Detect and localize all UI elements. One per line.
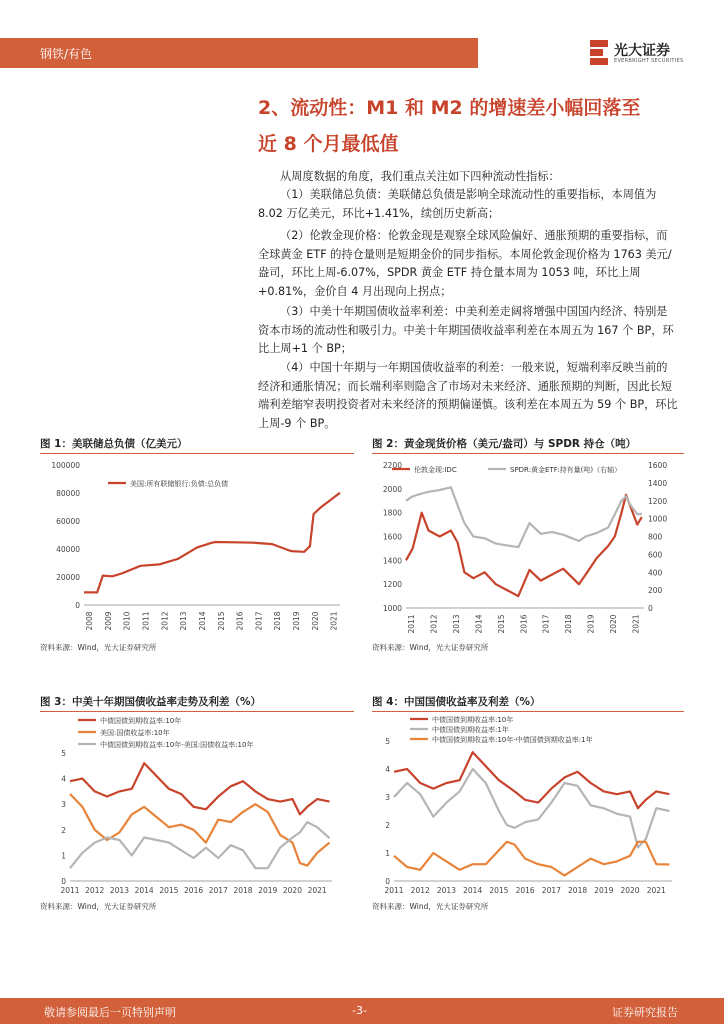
legend-label: SPDR:黄金ETF:持有量(吨)（右轴） (510, 466, 622, 474)
fig4-source: 资料来源：Wind，光大证券研究所 (372, 902, 489, 911)
x-tick-label: 2014 (463, 886, 483, 895)
y-tick-label: 3 (61, 800, 66, 810)
y-tick-label: 1600 (382, 532, 402, 542)
fig2-rule (372, 453, 684, 454)
x-tick-label: 2011 (407, 614, 416, 634)
x-tick-label: 2017 (208, 886, 228, 895)
x-tick-label: 2011 (141, 611, 151, 631)
x-tick-label: 2015 (496, 614, 506, 634)
x-tick-label: 2013 (451, 614, 461, 634)
fig1-caption: 图 1：美联储总负债（亿美元） (40, 438, 188, 450)
fig3-chart (40, 713, 354, 899)
footer-report-type: 证券研究报告 (612, 1006, 678, 1019)
section-title-line1: 2、流动性：M1 和 M2 的增速差小幅回落至 (258, 97, 641, 119)
fig2-chart (372, 455, 684, 640)
y-tick-label: 5 (61, 749, 66, 758)
y2-tick-label: 1400 (648, 478, 668, 488)
x-tick-label: 2021 (631, 614, 641, 634)
x-tick-label: 2018 (273, 611, 283, 631)
y-tick-label: 1 (61, 851, 66, 861)
y-tick-label: 80000 (56, 489, 80, 498)
x-tick-label: 2016 (515, 886, 535, 895)
fig1-source: 资料来源：Wind，光大证券研究所 (40, 643, 157, 652)
y-tick-label: 1 (385, 849, 390, 858)
y-tick-label: 3 (385, 793, 390, 802)
y2-tick-label: 0 (648, 604, 653, 613)
x-tick-label: 2012 (160, 611, 170, 631)
x-tick-label: 2021 (646, 886, 666, 895)
y2-tick-label: 600 (648, 550, 663, 560)
paragraph-2: （2）伦敦金现价格：伦敦金现是观察全球风险偏好、通胀预期的重要指标，而全球黄金 ETF 的持仓量则是短期金价的同步指标。本周伦敦金现价格为 1763 美元/盎司，环比上周-6.07%，SPDR 黄金 ETF 持仓量本周为 1053 吨，环比上周+0.81%，金价自 4 月出现向上拐点； (258, 229, 672, 298)
legend-label: 伦敦金现:IDC (414, 466, 457, 474)
x-tick-label: 2018 (233, 886, 253, 895)
x-tick-label: 2014 (134, 886, 154, 895)
x-tick-label: 2020 (609, 614, 619, 634)
y-tick-label: 2000 (382, 484, 402, 494)
y-tick-label: 2 (61, 825, 66, 835)
x-tick-label: 2016 (519, 614, 529, 634)
x-tick-label: 2016 (235, 611, 245, 631)
series-line-1 (84, 493, 340, 593)
x-tick-label: 2019 (292, 611, 302, 631)
x-tick-label: 2011 (384, 886, 404, 895)
series-line-2 (406, 487, 642, 547)
x-tick-label: 2009 (103, 611, 113, 631)
y-tick-label: 0 (75, 601, 80, 610)
x-tick-label: 2019 (586, 614, 596, 634)
paragraph-3: （3）中美十年期国债收益率利差：中美利差走阔将增强中国国内经济、特别是资本市场的流动性和吸引力。中美十年期国债收益率利差在本周五为 167 个 BP，环比上周+1 个 BP； (258, 305, 674, 355)
x-tick-label: 2011 (60, 886, 80, 895)
x-tick-label: 2010 (122, 611, 132, 631)
fig4-caption: 图 4：中国国债收益率及利差（%） (372, 696, 541, 708)
y-tick-label: 1000 (382, 604, 402, 613)
section-title (258, 90, 698, 162)
x-tick-label: 2017 (541, 614, 551, 634)
y2-tick-label: 400 (648, 568, 663, 578)
y2-tick-label: 1600 (648, 461, 668, 470)
y-tick-label: 1800 (382, 508, 402, 518)
x-tick-label: 2017 (254, 611, 264, 631)
fig3-caption: 图 3：中美十年期国债收益率走势及利差（%） (40, 696, 261, 708)
y-tick-label: 5 (385, 737, 390, 746)
x-tick-label: 2018 (568, 886, 588, 895)
brand-sub: EVERBRIGHT SECURITIES (614, 58, 684, 64)
x-tick-label: 2013 (109, 886, 129, 895)
x-tick-label: 2012 (410, 886, 430, 895)
legend-label: 中债国债到期收益率:10年 (100, 717, 182, 725)
x-tick-label: 2013 (179, 611, 189, 631)
fig4-chart (372, 713, 684, 899)
page-number: -3- (352, 1004, 367, 1017)
footer-disclaimer: 敬请参阅最后一页特别声明 (44, 1006, 176, 1019)
legend-label: 美国:国债收益率:10年 (100, 729, 170, 737)
legend-label: 中债国债到期收益率:1年 (432, 726, 509, 734)
x-tick-label: 2019 (594, 886, 614, 895)
x-tick-label: 2012 (429, 614, 439, 634)
x-tick-label: 2020 (310, 611, 320, 631)
fig1-rule (40, 453, 354, 454)
x-tick-label: 2020 (620, 886, 640, 895)
fig2-caption: 图 2：黄金现货价格（美元/盎司）与 SPDR 持仓（吨） (372, 438, 637, 450)
legend-label: 中债国债到期收益率:10年-中债国债到期收益率:1年 (432, 736, 593, 744)
y-tick-label: 1200 (382, 580, 402, 590)
fig3-source: 资料来源：Wind，光大证券研究所 (40, 902, 157, 911)
footer-band (0, 998, 724, 1024)
y2-tick-label: 800 (648, 532, 663, 542)
fig3-rule (40, 711, 354, 712)
legend-label: 中债国债到期收益率:10年-美国:国债收益率:10年 (100, 741, 254, 749)
fig2-source: 资料来源：Wind，光大证券研究所 (372, 643, 489, 652)
x-tick-label: 2016 (184, 886, 204, 895)
series-line-2 (394, 769, 669, 847)
x-tick-label: 2012 (85, 886, 105, 895)
y2-tick-label: 200 (648, 586, 663, 596)
x-tick-label: 2014 (474, 614, 484, 634)
y-tick-label: 4 (385, 765, 390, 774)
x-tick-label: 2021 (307, 886, 327, 895)
fig1-chart (40, 455, 354, 640)
x-tick-label: 2015 (159, 886, 179, 895)
x-tick-label: 2019 (258, 886, 278, 895)
y-tick-label: 4 (61, 774, 66, 784)
series-line-1 (394, 752, 669, 808)
y-tick-label: 2 (385, 821, 390, 830)
sector-tag: 钢铁/有色 (40, 47, 93, 61)
y2-tick-label: 1200 (648, 496, 668, 506)
paragraph-1: （1）美联储总负债：美联储总负债是影响全球流动性的重要指标，本周值为 8.02 万亿美元，环比+1.41%，续创历史新高； (258, 188, 657, 220)
series-line-1 (406, 495, 642, 596)
x-tick-label: 2013 (436, 886, 456, 895)
series-line-2 (70, 794, 330, 866)
x-tick-label: 2008 (85, 611, 94, 631)
x-tick-label: 2021 (329, 611, 339, 631)
y-tick-label: 2200 (382, 461, 402, 470)
logo-mark-icon (590, 40, 608, 66)
series-line-3 (70, 822, 330, 868)
series-line-3 (394, 842, 669, 876)
y-tick-label: 20000 (56, 573, 80, 582)
section-title-line2: 近 8 个月最低值 (258, 133, 399, 155)
y-tick-label: 0 (385, 877, 390, 886)
x-tick-label: 2014 (197, 611, 207, 631)
y-tick-label: 100000 (51, 461, 80, 470)
y-tick-label: 1400 (382, 556, 402, 566)
x-tick-label: 2018 (564, 614, 574, 634)
brand-logo (590, 40, 690, 68)
y-tick-label: 60000 (56, 517, 80, 526)
y-tick-label: 40000 (56, 545, 80, 554)
legend-label: 中债国债到期收益率:10年 (432, 716, 514, 724)
y-tick-label: 0 (61, 877, 66, 886)
intro-paragraph: 从周度数据的角度，我们重点关注如下四种流动性指标： (280, 170, 560, 183)
x-tick-label: 2015 (489, 886, 509, 895)
x-tick-label: 2020 (282, 886, 302, 895)
paragraph-4: （4）中国十年期与一年期国债收益率的利差：一般来说，短端利率反映当前的经济和通胀情况；而长端利率则隐含了市场对未来经济、通胀预期的判断，因此长短端利差缩窄表明投资者对未来经济的预期偏谨慎。该利差在本周五为 59 个 BP，环比上周-9 个 BP。 (258, 361, 678, 430)
brand-name: 光大证券 (614, 43, 670, 59)
legend-label: 美国:所有联储银行:负债:总负债 (130, 480, 229, 488)
x-tick-label: 2017 (541, 886, 561, 895)
fig4-rule (372, 711, 684, 712)
y2-tick-label: 1000 (648, 514, 668, 524)
series-line-1 (70, 763, 330, 814)
x-tick-label: 2015 (216, 611, 226, 631)
